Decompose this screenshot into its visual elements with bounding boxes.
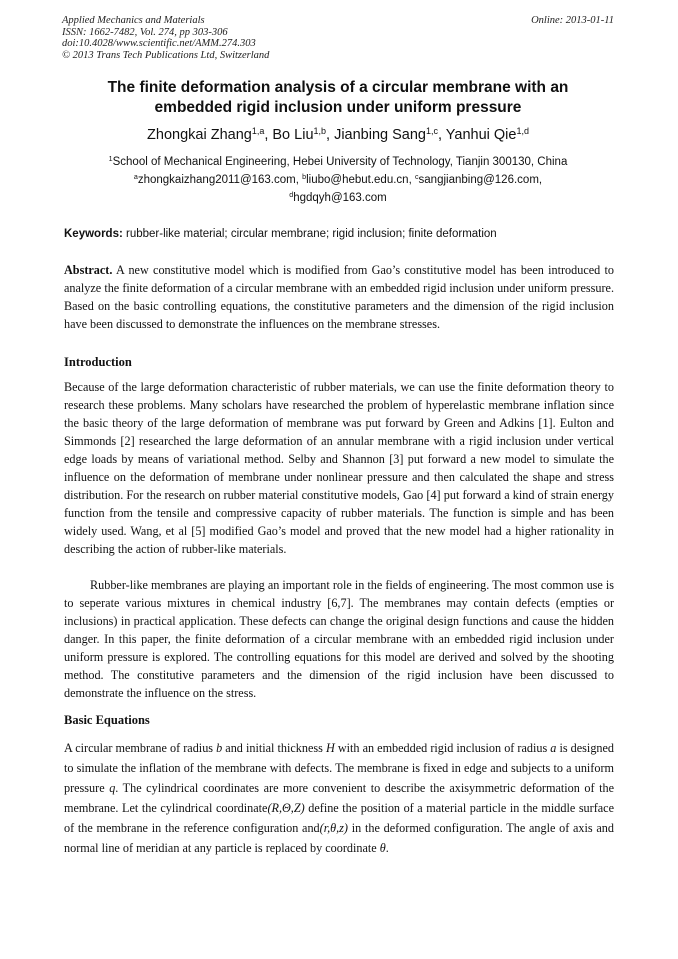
text-run: . The cylindrical coordinates are more convenient to describe the axisymmetric deformation of the membrane. Let the cylindrical coordinate	[64, 781, 614, 815]
text-run: A circular membrane of radius	[64, 741, 217, 755]
author-name: Bo Liu	[272, 127, 314, 143]
keywords-text: rubber-like material; circular membrane; rigid inclusion; finite deformation	[126, 228, 497, 240]
introduction-paragraph-2: Rubber-like membranes are playing an important role in the fields of engineering. The most common use is to seperate various mixtures in chemical industry [6,7]. The membranes may contain defects (empties or inclusions) in practical application. These defects can change the original design functions and cause the hidden danger. In this paper, the finite deformation of a circular membrane with an embedded rigid inclusion under uniform pressure is explored. The controlling equations for this model are derived and solved by the shooting method. The constitutive parameters and the dimension of the rigid inclusion have been discussed to demonstrate the influence on the stress.	[64, 578, 614, 700]
text-run: is designed to simulate the inflation of the membrane with defects. The membrane is fixed in edge and subjects to a uniform pressure	[64, 741, 615, 795]
title-line-1: The finite deformation analysis of a circular membrane with an	[107, 79, 569, 96]
email-line-1: $^a$zhongkaizhang2011@163.com, $^b$liubo@hebut.edu.cn, $^c$sangjianbing@126.com,	[133, 173, 543, 186]
keywords-label: Keywords:	[64, 228, 123, 240]
journal-name: Applied Mechanics and Materials	[62, 15, 205, 26]
text-run: with an embedded rigid inclusion of radius	[334, 741, 551, 755]
email-link[interactable]: sangjianbing@126.com	[418, 174, 539, 186]
affiliation-sup: 1	[108, 155, 113, 164]
section-heading-basic-equations: Basic Equations	[64, 713, 150, 727]
text-run: in the deformed configuration. The angle of axis and normal line of meridian at any particle is replaced by coordinate	[64, 821, 614, 855]
text-run: define the position of a material particle in the middle surface of the membrane in the reference configuration and	[64, 801, 614, 835]
abstract	[64, 261, 614, 333]
introduction-paragraph-1: Because of the large deformation characteristic of rubber materials, we can use the finite deformation theory to research these problems. Many scholars have researched the problem of hyperelastic membrane inflation since the basic theory of the large deformation of membrane was put forward by Green and Adkins [1]. Eulton and Simmonds [2] researched the large deformation of an annular membrane with a rigid inclusion under vertical edge loads by means of variational method. Selby and Shannon [3] put forward a new model to simulate the influence on the deformation of membrane under nonlinear pressure and then calculated the shape and stress distribution. For the research on rubber material constitutive models, Gao [4] put forward a kind of strain energy function from the tensile and compressive capacity of rubber materials. The function is simple and has been widely used. Wang, et al [5] modified Gao’s model and proved that the new model had a higher rationality in describing the action of rubber-like materials.	[64, 380, 614, 556]
author-sup: 1,a	[251, 126, 265, 137]
author-sup: 1,b	[313, 126, 327, 137]
math-symbol: H	[325, 741, 335, 755]
paper-title	[62, 78, 614, 118]
email-sup: b	[302, 173, 307, 182]
text-run: .	[385, 841, 389, 855]
issn-line: ISSN: 1662-7482, Vol. 274, pp 303-306	[62, 26, 228, 38]
math-expression: (R,Θ,Z)	[267, 801, 305, 815]
author-list: Zhongkai Zhang$^{1,a}$, Bo Liu$^{1,b}$, Jianbing Sang$^{1,c}$, Yanhui Qie$^{1,d}$	[147, 126, 529, 143]
math-symbol: a	[550, 741, 557, 755]
math-symbol: b	[216, 741, 223, 755]
email-sup: d	[289, 191, 294, 200]
math-symbol: q	[109, 781, 116, 795]
author-sup: 1,d	[516, 126, 529, 137]
author-sup: 1,c	[426, 126, 438, 137]
email-sup: c	[414, 173, 419, 182]
section-heading-introduction: Introduction	[64, 355, 132, 369]
author-name: Yanhui Qie	[445, 127, 517, 143]
copyright-line: © 2013 Trans Tech Publications Ltd, Switzerland	[62, 49, 270, 61]
abstract-text: A new constitutive model which is modified from Gao’s constitutive model has been introduced to analyze the finite deformation of a circular membrane with an embedded rigid inclusion under uniform pressure. Based on the basic controlling equations, the constitutive parameters and the dimension of the rigid inclusion have been discussed to demonstrate the influences on the membrane stresses.	[64, 263, 615, 331]
email-sup: a	[133, 173, 138, 182]
affiliation-text: School of Mechanical Engineering, Hebei University of Technology, Tianjin 300130, China	[112, 156, 568, 168]
author-name: Jianbing Sang	[334, 127, 426, 143]
online-date: Online: 2013-01-11	[531, 15, 614, 26]
basic-equations-paragraph	[64, 738, 614, 858]
text-run: and initial thickness	[222, 741, 326, 755]
doi-line: doi:10.4028/www.scientific.net/AMM.274.303	[62, 38, 256, 49]
affiliation-line	[62, 153, 614, 171]
email-line-2	[62, 189, 614, 207]
title-line-2: embedded rigid inclusion under uniform pressure	[154, 99, 522, 116]
math-symbol: θ	[379, 841, 386, 855]
email-link[interactable]: liubo@hebut.edu.cn	[306, 174, 409, 186]
email-link[interactable]: hgdqyh@163.com	[293, 192, 387, 204]
keywords	[64, 226, 616, 242]
email-link[interactable]: zhongkaizhang2011@163.com	[137, 174, 296, 186]
journal-header	[62, 15, 614, 61]
abstract-label: Abstract.	[64, 263, 113, 277]
math-expression: (r,θ,z)	[319, 821, 348, 835]
author-name: Zhongkai Zhang	[147, 127, 252, 143]
affiliation-block	[62, 153, 614, 207]
